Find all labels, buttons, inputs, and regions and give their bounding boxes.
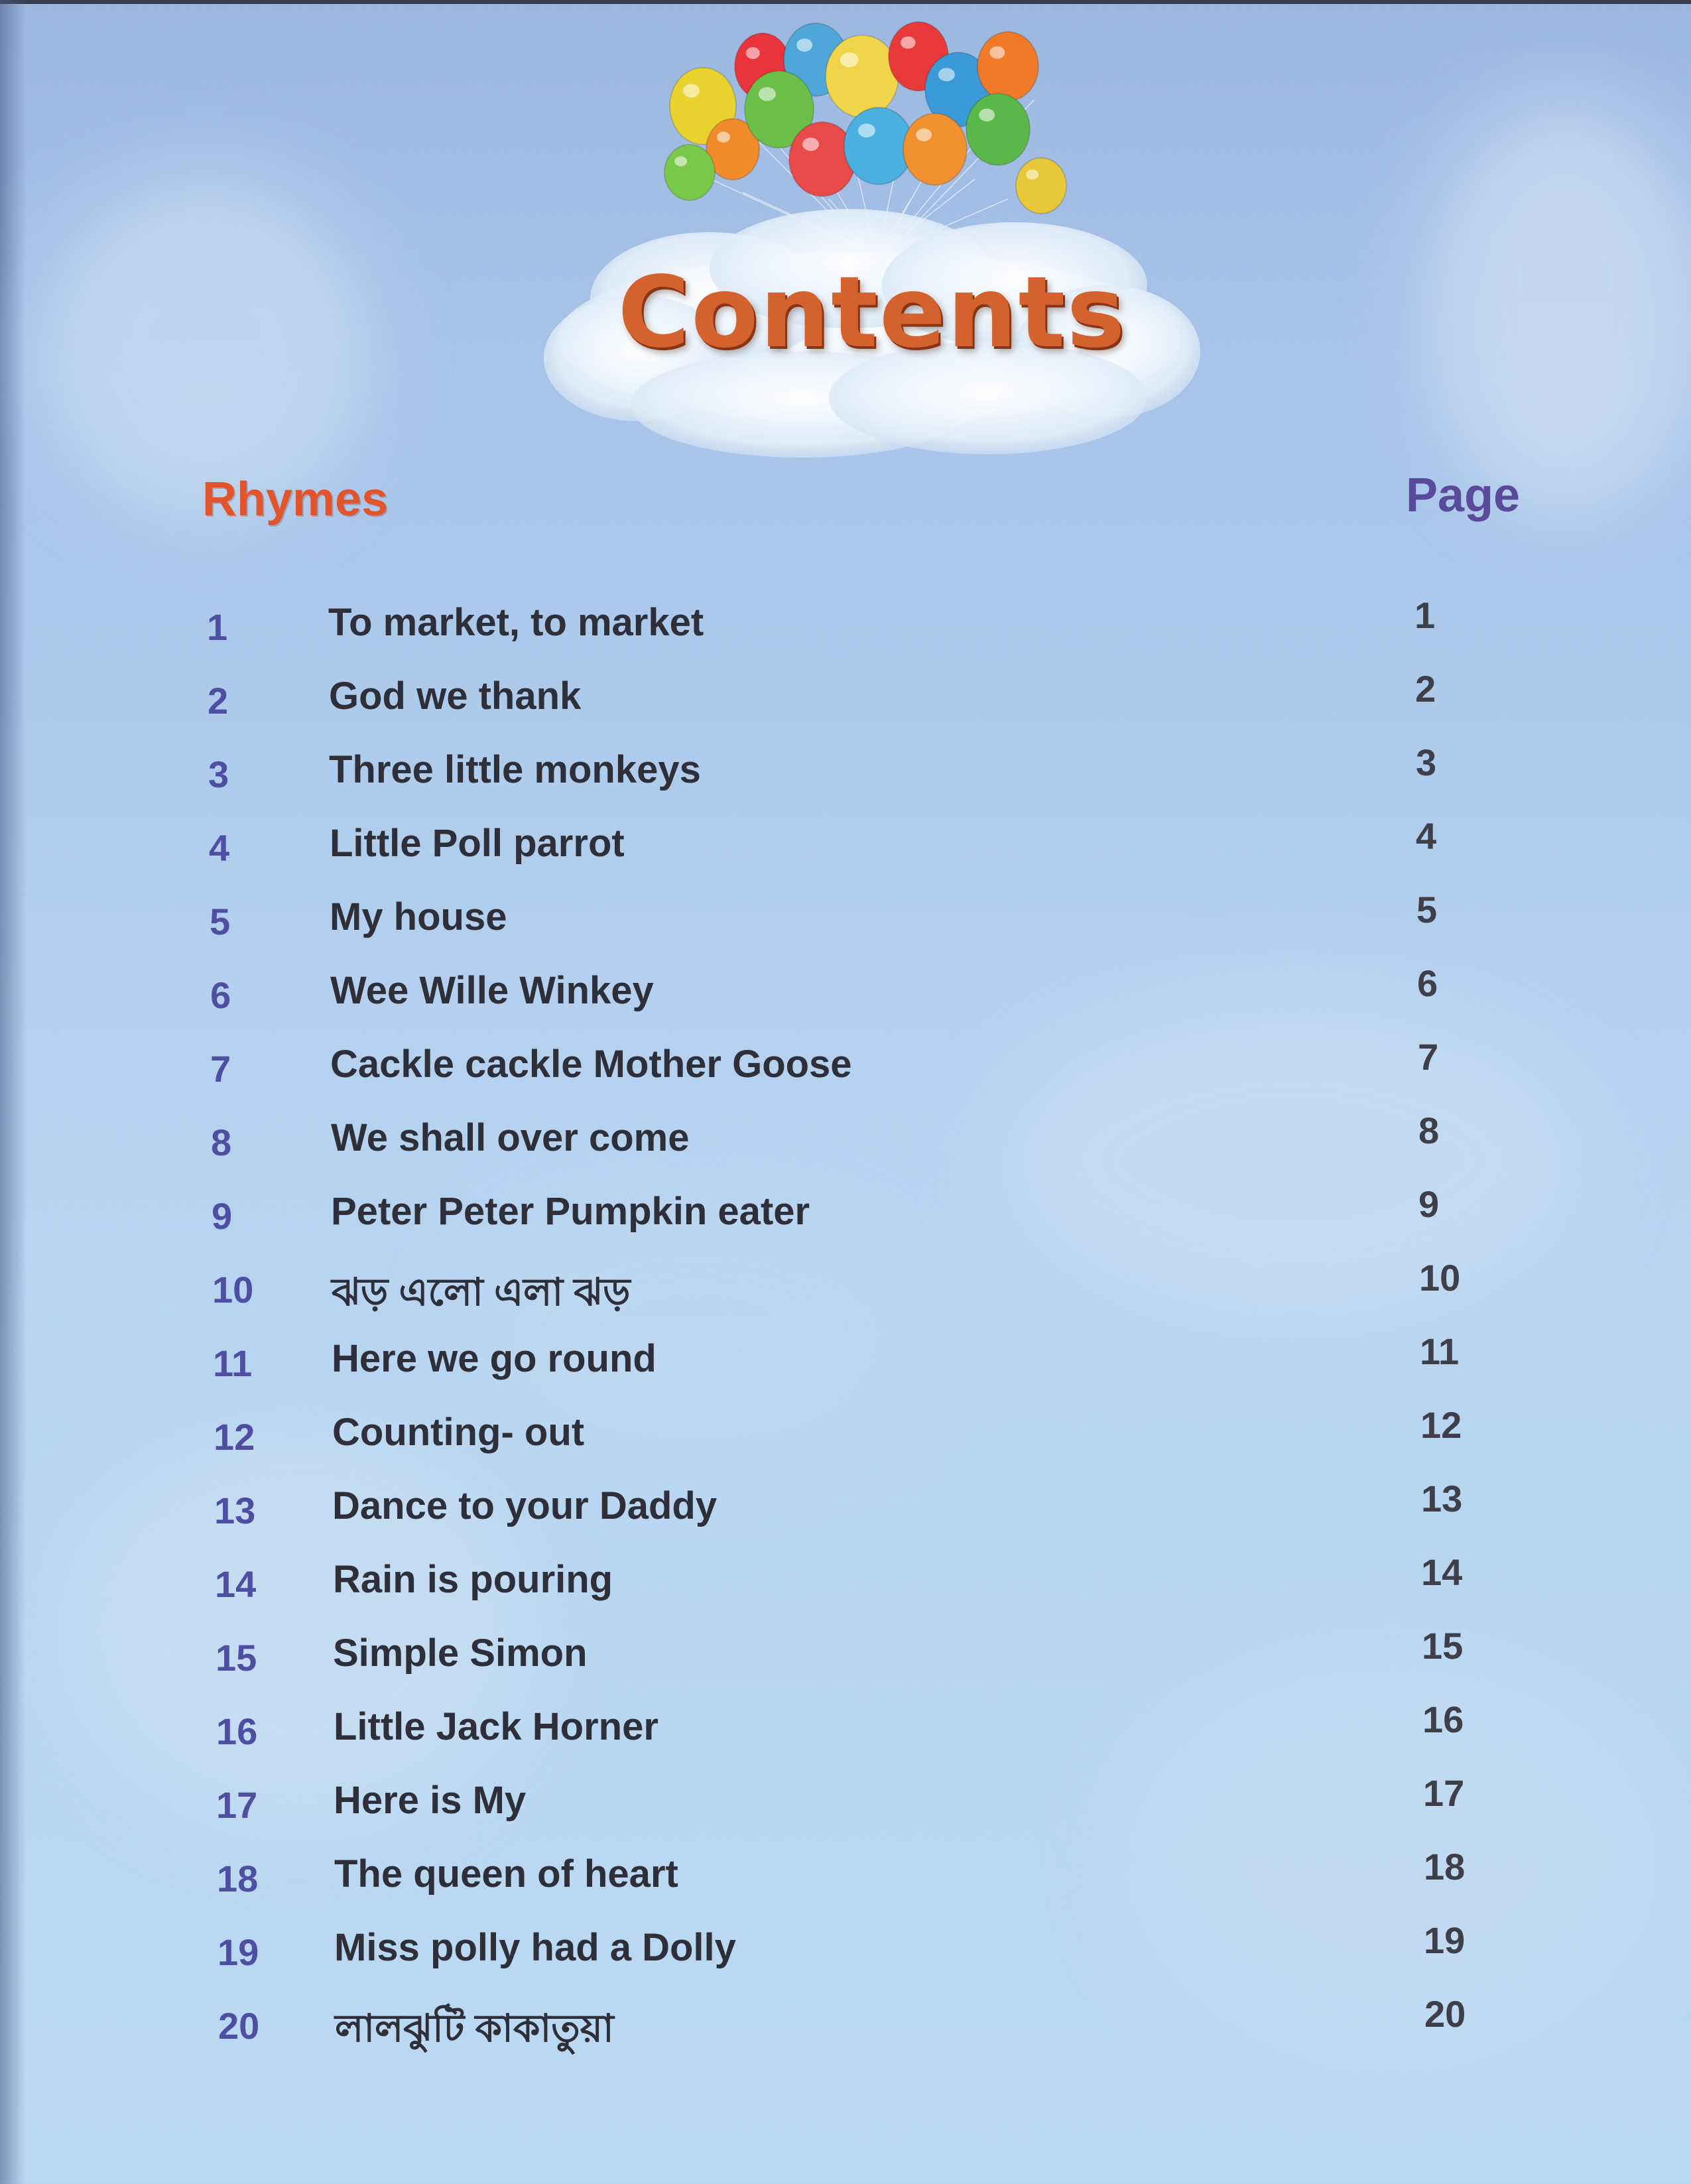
rhyme-title[interactable]: লালঝুটি কাকাতুয়া	[335, 2007, 614, 2050]
contents-row	[0, 1330, 1691, 1396]
contents-row	[0, 1257, 1691, 1322]
page-number: 13	[1421, 1478, 1463, 1519]
page-number: 8	[1418, 1110, 1440, 1151]
rhyme-title[interactable]: We shall over come	[331, 1116, 690, 1159]
rhyme-title[interactable]: To market, to market	[328, 601, 704, 644]
rhyme-number: 4	[209, 827, 230, 869]
balloon	[903, 113, 967, 185]
contents-row	[0, 889, 1691, 954]
page-number: 10	[1419, 1257, 1461, 1299]
rhyme-title[interactable]: The queen of heart	[334, 1852, 678, 1895]
balloon-highlight	[901, 36, 916, 49]
rhyme-title[interactable]: God we thank	[329, 674, 582, 718]
rhyme-number: 7	[210, 1048, 231, 1090]
rhyme-number: 3	[208, 753, 229, 795]
balloon-highlight	[717, 131, 730, 143]
balloon-highlight	[746, 47, 760, 59]
balloon	[977, 32, 1038, 101]
page-number: 20	[1424, 1993, 1466, 2035]
balloon-highlight	[979, 109, 995, 121]
contents-row	[0, 1993, 1691, 2059]
page-number: 15	[1422, 1625, 1464, 1667]
sky-cloud-patch	[40, 172, 371, 517]
rhyme-number: 14	[215, 1563, 257, 1605]
page-number: 16	[1422, 1699, 1464, 1740]
rhyme-title[interactable]: My house	[330, 895, 507, 938]
balloon	[966, 94, 1030, 165]
rhyme-title[interactable]: Rain is pouring	[333, 1558, 613, 1601]
contents-row	[0, 1699, 1691, 1764]
rhyme-number: 20	[218, 2005, 260, 2047]
rhyme-number: 10	[212, 1269, 254, 1311]
balloon-highlight	[759, 87, 776, 101]
balloon-highlight	[1026, 170, 1038, 180]
page-number: 14	[1421, 1551, 1463, 1593]
page-number: 7	[1418, 1036, 1439, 1078]
page-number: 17	[1423, 1772, 1465, 1814]
rhyme-title[interactable]: Dance to your Daddy	[332, 1484, 718, 1527]
rhyme-title[interactable]: Simple Simon	[333, 1632, 588, 1675]
balloon-highlight	[916, 129, 932, 141]
rhyme-title[interactable]: ঝড় এলো এলা ঝড়	[332, 1271, 631, 1314]
sky-cloud-patch	[1426, 99, 1691, 511]
contents-row	[0, 1110, 1691, 1175]
page-number: 18	[1424, 1846, 1466, 1888]
page-number: 11	[1420, 1330, 1460, 1372]
contents-row	[0, 1772, 1691, 1838]
page-number: 3	[1416, 741, 1437, 783]
rhymes-column-header: Rhymes	[202, 473, 389, 526]
page-number: 19	[1424, 1919, 1466, 1961]
contents-row	[0, 741, 1691, 807]
rhyme-number: 18	[217, 1858, 259, 1899]
page-number: 1	[1414, 594, 1436, 636]
balloon-highlight	[683, 84, 700, 97]
rhyme-number: 2	[208, 680, 229, 722]
balloon-highlight	[989, 46, 1005, 59]
rhyme-number: 6	[210, 974, 231, 1016]
rhyme-number: 8	[211, 1122, 232, 1163]
balloon-highlight	[840, 52, 859, 67]
contents-row	[0, 1404, 1691, 1470]
balloon-highlight	[858, 123, 875, 137]
contents-row	[0, 815, 1691, 881]
page-column-header: Page	[1406, 469, 1521, 522]
contents-row	[0, 1551, 1691, 1617]
page-number: 2	[1415, 668, 1436, 710]
balloon	[664, 145, 715, 200]
rhyme-number: 5	[210, 901, 231, 942]
page-number: 4	[1416, 815, 1437, 857]
page-top-edge	[0, 0, 1691, 4]
balloon	[826, 35, 899, 117]
rhyme-number: 19	[218, 1931, 259, 1973]
rhyme-number: 15	[216, 1637, 257, 1679]
balloon-highlight	[938, 68, 955, 82]
rhyme-title[interactable]: Three little monkeys	[329, 748, 701, 791]
contents-row	[0, 1846, 1691, 1911]
rhyme-title[interactable]: Cackle cackle Mother Goose	[330, 1043, 852, 1086]
contents-row	[0, 962, 1691, 1028]
balloon-highlight	[674, 157, 687, 166]
rhyme-number: 9	[212, 1195, 233, 1237]
rhyme-title[interactable]: Here is My	[334, 1779, 527, 1822]
balloon-highlight	[796, 38, 812, 52]
rhyme-title[interactable]: Peter Peter Pumpkin eater	[331, 1190, 810, 1233]
rhyme-title[interactable]: Little Jack Horner	[334, 1705, 658, 1748]
page-number: 6	[1417, 962, 1438, 1004]
contents-row	[0, 1919, 1691, 1985]
rhyme-title[interactable]: Little Poll parrot	[330, 822, 625, 865]
page-number: 5	[1416, 889, 1438, 931]
contents-row	[0, 1625, 1691, 1691]
rhyme-number: 12	[214, 1416, 255, 1458]
contents-row	[0, 1183, 1691, 1249]
rhyme-title[interactable]: Here we go round	[332, 1337, 657, 1380]
rhyme-number: 13	[214, 1490, 256, 1531]
rhyme-title[interactable]: Wee Wille Winkey	[330, 969, 654, 1012]
rhyme-number: 17	[216, 1784, 258, 1826]
contents-row	[0, 594, 1691, 660]
rhyme-number: 11	[213, 1342, 253, 1384]
page-number: 12	[1420, 1404, 1462, 1446]
contents-row	[0, 1036, 1691, 1102]
rhyme-title[interactable]: Counting- out	[332, 1411, 585, 1454]
page-number: 9	[1418, 1183, 1440, 1225]
contents-row	[0, 668, 1691, 734]
rhyme-number: 16	[216, 1710, 258, 1752]
rhyme-number: 1	[207, 606, 228, 648]
contents-row	[0, 1478, 1691, 1543]
page-title: Contents	[617, 255, 1127, 369]
balloon-highlight	[802, 138, 819, 151]
rhyme-title[interactable]: Miss polly had a Dolly	[334, 1926, 736, 1969]
